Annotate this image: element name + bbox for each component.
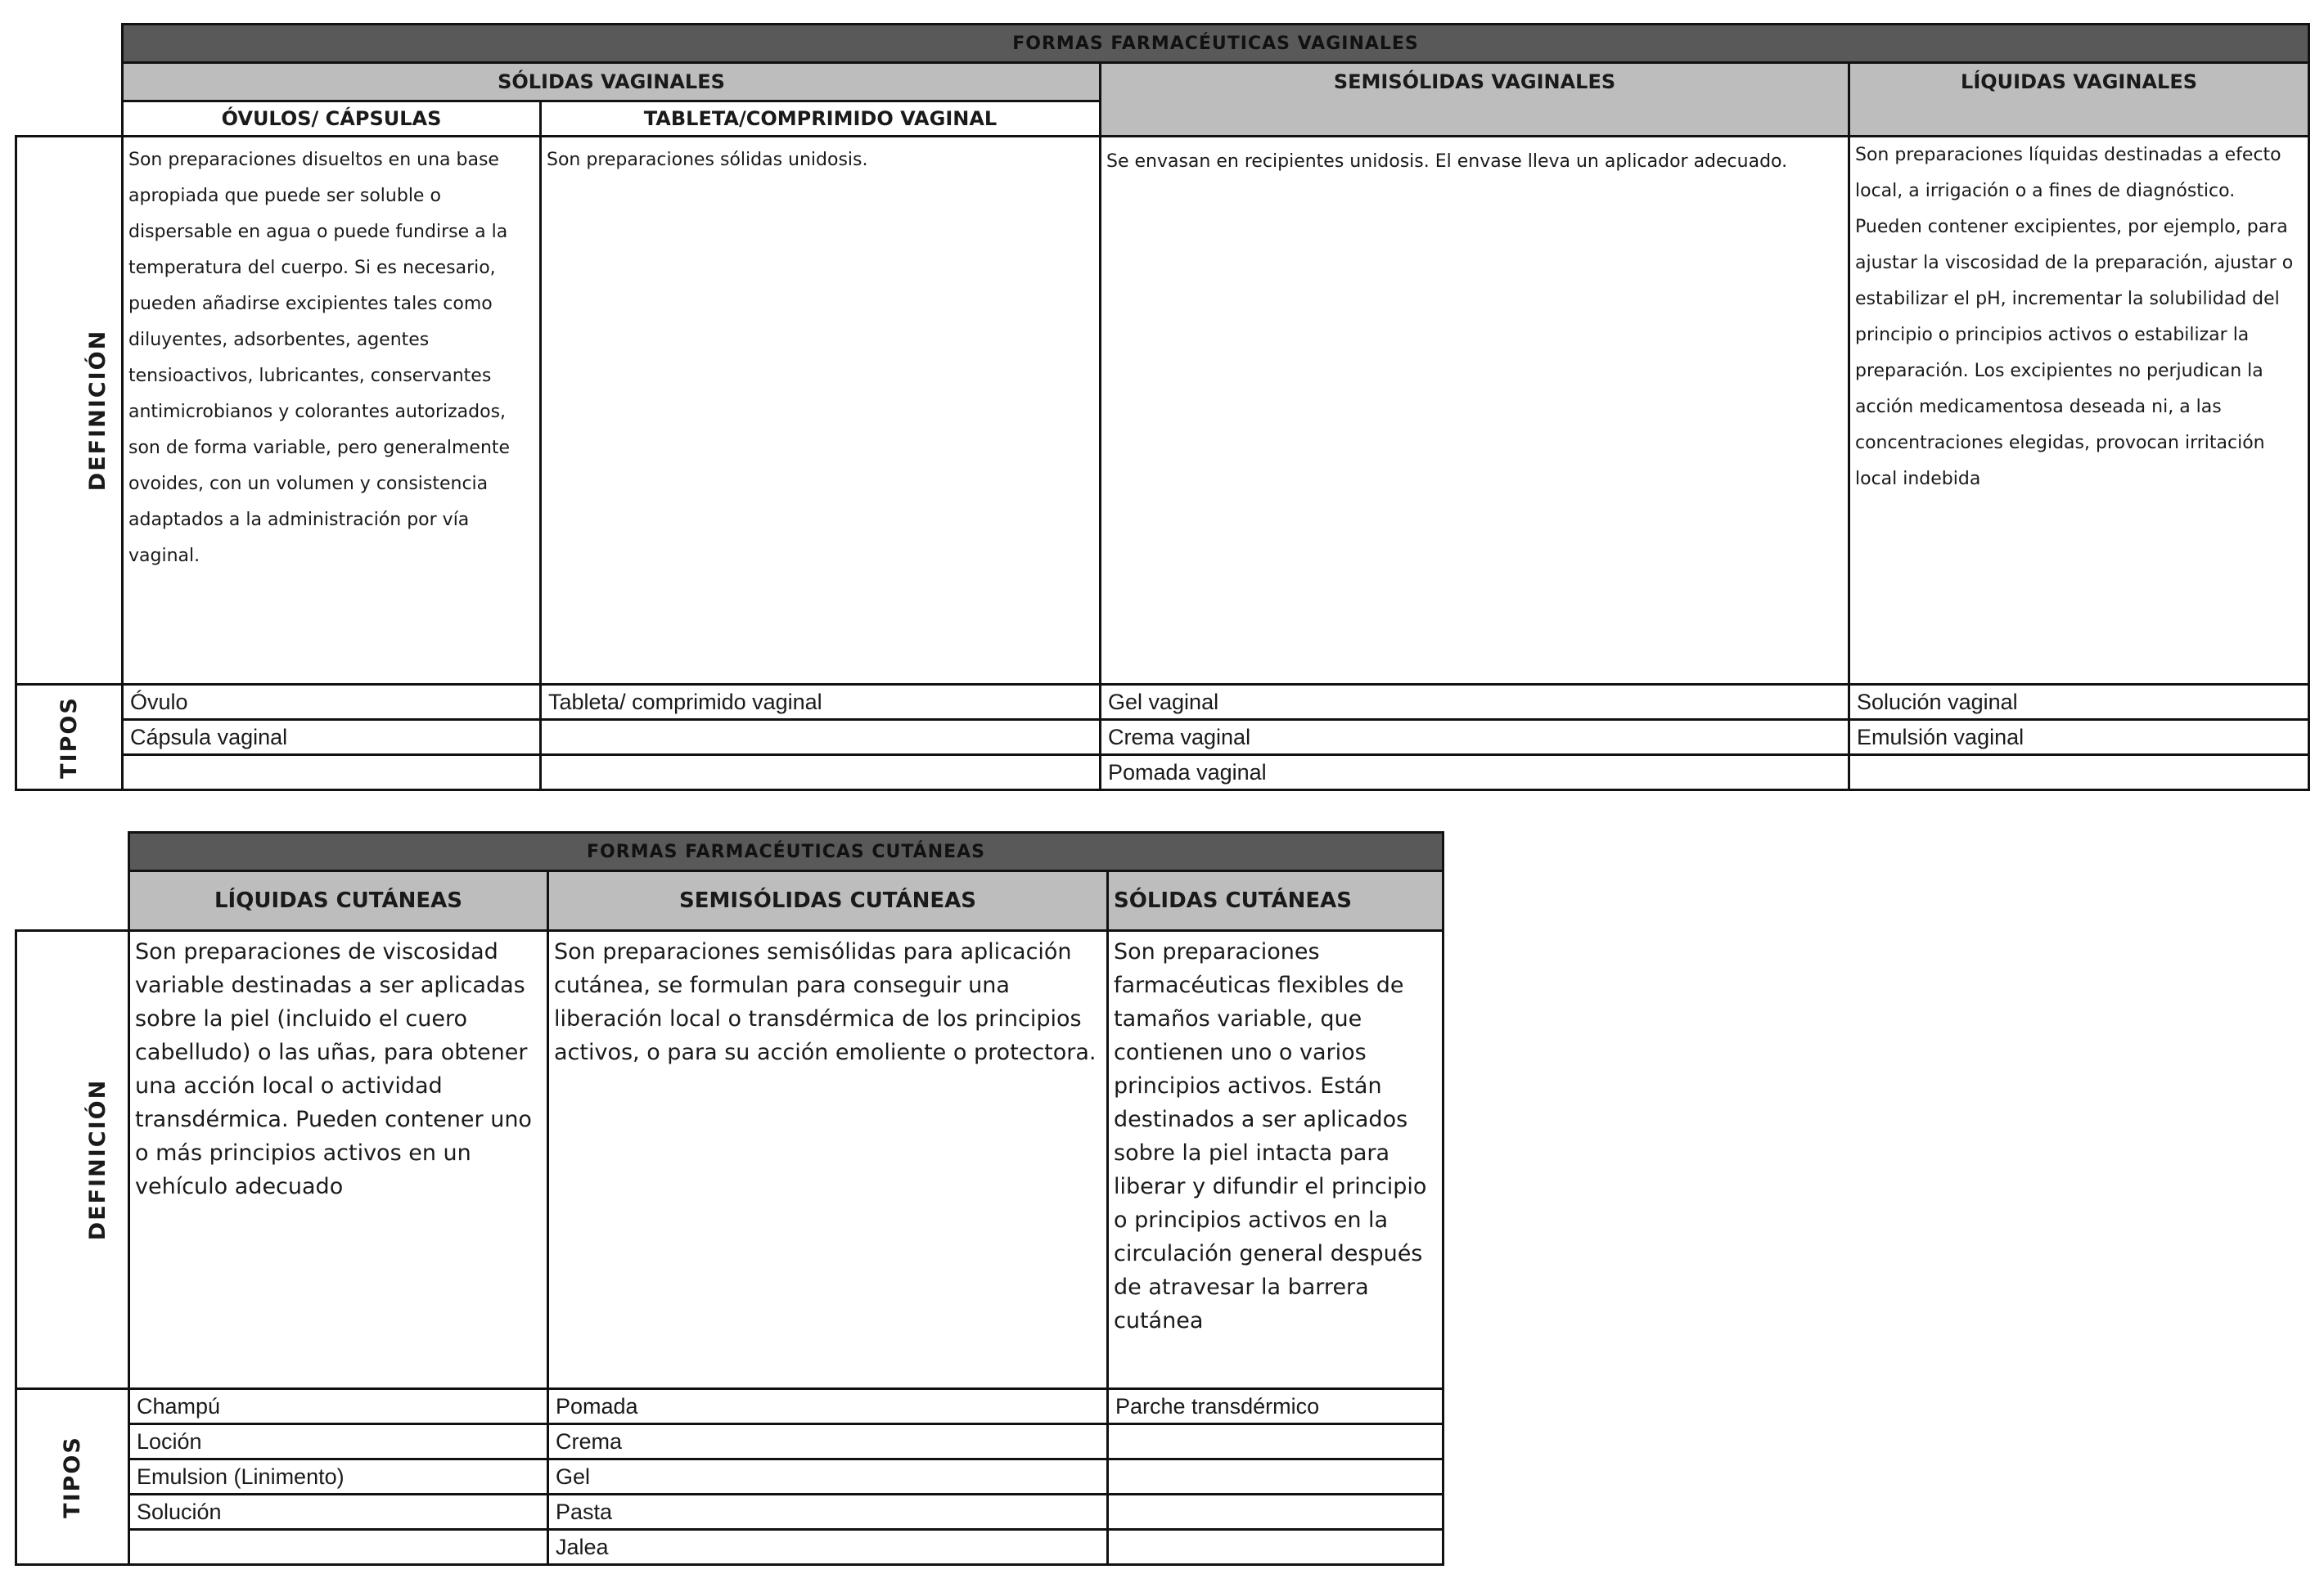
vaginal-table-title: FORMAS FARMACÉUTICAS VAGINALES [123,25,2309,63]
tipo-cell: Pomada vaginal [1101,755,1849,790]
tipo-cell: Emulsión vaginal [1849,720,2309,755]
cutaneous-title-row [16,833,1443,871]
tipo-cell [123,755,541,790]
vaginal-tipos-row-2 [16,720,2309,755]
tipo-cell: Parche transdérmico [1108,1389,1443,1424]
tipo-cell [1108,1530,1443,1565]
definition-ovulos: Son preparaciones disueltos en una base apropiada que puede ser soluble o dispersable en agua o puede fundirse a la temperatura del cuerpo. Si es necesario, pueden añadirse excipientes tales como diluyentes, adsorbentes, agentes tensioactivos, lubricantes, conservantes antimicrobianos y colorantes autorizados, son de forma variable, pero generalmente ovoides, con un volumen y consistencia adaptados a la administración por vía vaginal. [123,137,541,685]
definition-solidas-cutaneas: Son preparaciones farmacéuticas flexibles de tamaños variable, que contienen uno o varios principios activos. Están destinados a ser aplicados sobre la piel intacta para liberar y difundir el principio o principios activos en la circulación general después de atravesar la barrera cutánea [1108,931,1443,1389]
row-label-tipos-text: TIPOS [56,695,82,779]
tipo-cell: Tableta/ comprimido vaginal [541,685,1101,720]
tipo-cell [1108,1424,1443,1459]
row-label-tipos-text: TIPOS [60,1435,85,1518]
definition-tableta: Son preparaciones sólidas unidosis. [541,137,1101,685]
row-label-definicion-text: DEFINICIÓN [85,329,111,492]
definition-liquidas-vaginales: Son preparaciones líquidas destinadas a efecto local, a irrigación o a fines de diagnóstico. Pueden contener excipientes, por ejemplo, para ajustar la viscosidad de la preparación, ajustar o estabilizar el pH, incrementar la solubilidad del principio o principios activos o estabilizar la preparación. Los excipientes no perjudican la acción medicamentosa deseada ni, a las concentraciones elegidas, provocan irritación local indebida [1849,137,2309,685]
cutaneous-tipos-row-1 [16,1389,1443,1424]
vaginal-definition-row [16,137,2309,685]
tipo-cell: Solución [129,1495,548,1530]
vaginal-tipos-row-1 [16,685,2309,720]
row-label-definicion-text: DEFINICIÓN [85,1078,111,1241]
vaginal-forms-table [15,23,2310,791]
subhead-tableta-comprimido: TABLETA/COMPRIMIDO VAGINAL [541,101,1101,137]
tipo-cell: Champú [129,1389,548,1424]
subhead-ovulos-capsulas: ÓVULOS/ CÁPSULAS [123,101,541,137]
group-semisolidas-cutaneas: SEMISÓLIDAS CUTÁNEAS [548,871,1108,931]
group-solidas-cutaneas: SÓLIDAS CUTÁNEAS [1108,871,1443,931]
row-label-definicion [16,137,123,685]
group-semisolidas-label: SEMISÓLIDAS VAGINALES [1101,64,1848,100]
cutaneous-group-row [16,871,1443,931]
corner-cell [16,833,129,871]
definition-liquidas-cutaneas: Son preparaciones de viscosidad variable destinadas a ser aplicadas sobre la piel (incluido el cuero cabelludo) o las uñas, para obtener una acción local o actividad transdérmica. Pueden contener uno o más principios activos en un vehículo adecuado [129,931,548,1389]
vaginal-title-row [16,25,2309,63]
tipo-cell: Solución vaginal [1849,685,2309,720]
tipo-cell [1108,1459,1443,1495]
group-semisolidas-vaginales [1101,63,1849,137]
tipo-cell: Emulsion (Linimento) [129,1459,548,1495]
tipo-cell [129,1530,548,1565]
vaginal-group-row [16,63,2309,101]
corner-cell [16,63,123,101]
definition-semisolidas-vaginales: Se envasan en recipientes unidosis. El envase lleva un aplicador adecuado. [1101,137,1849,685]
tipo-cell: Gel vaginal [1101,685,1849,720]
vaginal-tipos-row-3 [16,755,2309,790]
tipo-cell: Pomada [548,1389,1108,1424]
row-label-tipos [16,685,123,790]
tipo-cell: Cápsula vaginal [123,720,541,755]
tipo-cell [541,755,1101,790]
group-solidas-vaginales: SÓLIDAS VAGINALES [123,63,1101,101]
corner-cell [16,101,123,137]
cutaneous-tipos-row-2 [16,1424,1443,1459]
tipo-cell: Jalea [548,1530,1108,1565]
cutaneous-tipos-row-5 [16,1530,1443,1565]
tipo-cell: Óvulo [123,685,541,720]
corner-cell [16,25,123,63]
tipo-cell: Crema vaginal [1101,720,1849,755]
corner-cell [16,871,129,931]
tipo-cell: Crema [548,1424,1108,1459]
group-liquidas-cutaneas: LÍQUIDAS CUTÁNEAS [129,871,548,931]
tipo-cell [541,720,1101,755]
cutaneous-forms-table [15,831,1444,1566]
group-liquidas-vaginales [1849,63,2309,137]
row-label-tipos [16,1389,129,1565]
cutaneous-tipos-row-3 [16,1459,1443,1495]
tipo-cell: Pasta [548,1495,1108,1530]
tipo-cell [1849,755,2309,790]
definition-semisolidas-cutaneas: Son preparaciones semisólidas para aplicación cutánea, se formulan para conseguir una liberación local o transdérmica de los principios activos, o para su acción emoliente o protectora. [548,931,1108,1389]
cutaneous-tipos-row-4 [16,1495,1443,1530]
tipo-cell: Gel [548,1459,1108,1495]
cutaneous-definition-row [16,931,1443,1389]
tipo-cell [1108,1495,1443,1530]
cutaneous-table-title: FORMAS FARMACÉUTICAS CUTÁNEAS [129,833,1443,871]
tipo-cell: Loción [129,1424,548,1459]
row-label-definicion [16,931,129,1389]
group-liquidas-label: LÍQUIDAS VAGINALES [1850,64,2308,100]
